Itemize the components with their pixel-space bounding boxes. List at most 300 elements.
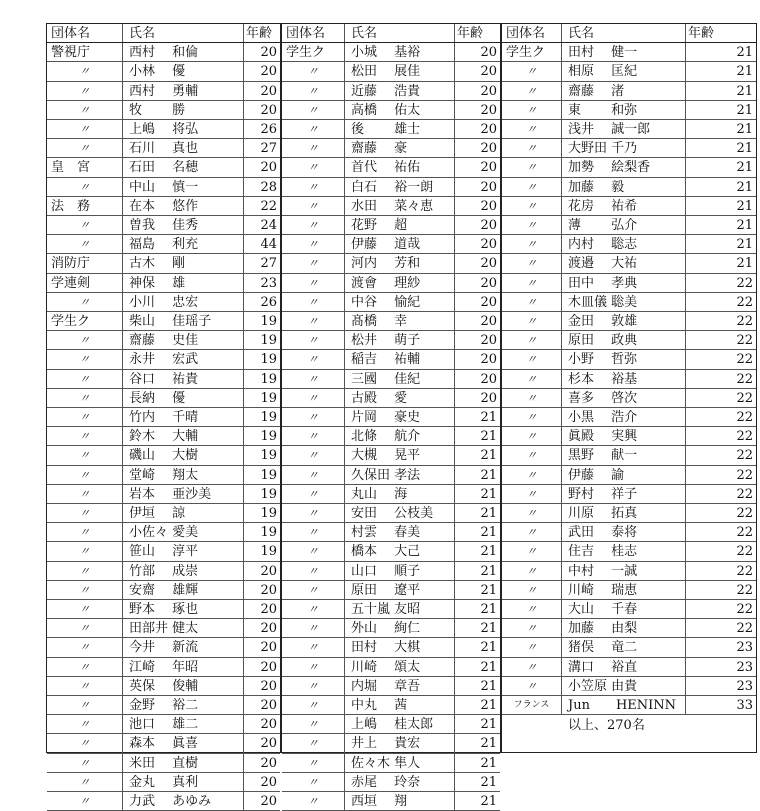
- age-cell: 20: [260, 717, 277, 733]
- name-cell: 石川 真也: [123, 139, 244, 157]
- org-cell: 〃: [47, 504, 123, 522]
- table-row: [502, 120, 756, 139]
- org-cell: 〃: [47, 619, 123, 637]
- org-cell: 〃: [282, 408, 345, 426]
- table-row: [502, 331, 756, 350]
- age-cell: 20: [260, 698, 277, 713]
- age-cell: 22: [736, 333, 753, 349]
- org-cell: 〃: [47, 331, 123, 349]
- table-row: [282, 638, 500, 657]
- org-cell: 〃: [47, 427, 123, 445]
- age-cell: 20: [260, 640, 277, 656]
- table-row: [47, 792, 280, 811]
- org-cell: 〃: [282, 389, 345, 407]
- table-row: [502, 274, 756, 293]
- name-cell: 山口 順子: [345, 562, 455, 580]
- age-cell: 20: [260, 64, 277, 80]
- table-row: [47, 466, 280, 485]
- name-cell: 原田 遼平: [345, 581, 455, 599]
- org-cell: 〃: [47, 581, 123, 599]
- age-cell: 21: [736, 122, 753, 137]
- name-cell: 武田 泰将: [562, 523, 686, 541]
- table-row: [282, 254, 500, 273]
- age-cell: 21: [480, 736, 497, 752]
- header-org: 団体名: [282, 24, 345, 42]
- table-row: [282, 542, 500, 561]
- name-cell: 薄 弘介: [562, 216, 686, 234]
- table-row: [47, 293, 280, 312]
- age-cell: 21: [480, 544, 497, 560]
- name-cell: 齋藤 渚: [562, 82, 686, 100]
- name-cell: 東 和弥: [562, 101, 686, 119]
- name-cell: 今井 新流: [123, 638, 244, 656]
- age-cell: 21: [736, 45, 753, 61]
- table-row: [502, 197, 756, 216]
- name-cell: 赤尾 玲奈: [345, 773, 455, 791]
- name-cell: 河内 芳和: [345, 254, 455, 272]
- age-cell: 21: [736, 83, 753, 99]
- name-cell: 石田 名穂: [123, 158, 244, 176]
- org-cell: 〃: [502, 370, 562, 388]
- name-cell: 田村 健一: [562, 43, 686, 61]
- org-cell: 〃: [502, 120, 562, 138]
- name-cell: 西垣 翔: [345, 792, 455, 810]
- name-cell: 中山 慎一: [123, 178, 244, 196]
- age-cell: 19: [260, 390, 277, 406]
- org-cell: 〃: [47, 562, 123, 580]
- table-row: [502, 581, 756, 600]
- age-cell: 19: [260, 525, 277, 541]
- org-cell: 〃: [502, 197, 562, 215]
- table-row: [282, 235, 500, 254]
- table-row: [47, 235, 280, 254]
- name-cell: 大槻 晃平: [345, 446, 455, 464]
- org-cell: フランス: [502, 696, 562, 714]
- name-cell: 花房 祐希: [562, 197, 686, 215]
- age-cell: 19: [260, 314, 277, 329]
- age-cell: 22: [736, 429, 753, 445]
- org-cell: 〃: [502, 581, 562, 599]
- table-row: [282, 485, 500, 504]
- name-cell: 北條 航介: [345, 427, 455, 445]
- org-cell: 〃: [502, 408, 562, 426]
- age-cell: 21: [480, 563, 497, 579]
- org-cell: 〃: [282, 677, 345, 695]
- org-cell: 〃: [502, 619, 562, 637]
- name-cell: 渡會 理紗: [345, 274, 455, 292]
- table-row: [502, 427, 756, 446]
- age-cell: 22: [736, 275, 753, 291]
- org-cell: 学生ク: [282, 43, 345, 61]
- org-cell: 〃: [47, 677, 123, 695]
- org-cell: 〃: [282, 82, 345, 100]
- org-cell: 学生ク: [47, 312, 123, 330]
- age-cell: 20: [260, 83, 277, 99]
- name-cell: 永井 宏武: [123, 350, 244, 368]
- name-cell: 髙橋 幸: [345, 312, 455, 330]
- table-row: [47, 350, 280, 369]
- name-cell: 金野 裕二: [123, 696, 244, 714]
- header-age: 年齢: [457, 26, 484, 41]
- age-cell: 19: [260, 429, 277, 445]
- table-row: [47, 562, 280, 581]
- org-cell: 〃: [47, 139, 123, 157]
- age-cell: 20: [480, 160, 497, 176]
- name-cell: 谷口 祐貴: [123, 370, 244, 388]
- age-cell: 19: [260, 448, 277, 464]
- age-cell: 21: [480, 659, 497, 675]
- table-row: [282, 696, 500, 715]
- name-cell: 小林 優: [123, 62, 244, 80]
- table-row: [282, 600, 500, 619]
- name-cell: 小城 基裕: [345, 43, 455, 61]
- age-cell: 21: [480, 506, 497, 521]
- name-cell: 久保田 孝法: [345, 466, 455, 484]
- table-row: [47, 446, 280, 465]
- org-cell: 〃: [502, 427, 562, 445]
- table-row: [47, 139, 280, 158]
- table-row: [502, 466, 756, 485]
- org-cell: 〃: [502, 139, 562, 157]
- table-row: [282, 101, 500, 120]
- age-cell: 21: [480, 698, 497, 713]
- org-cell: 〃: [47, 485, 123, 503]
- name-cell: 磯山 大樹: [123, 446, 244, 464]
- age-cell: 20: [480, 218, 497, 233]
- table-row: [282, 658, 500, 677]
- org-cell: 〃: [47, 178, 123, 196]
- org-cell: 〃: [47, 389, 123, 407]
- age-cell: 44: [260, 237, 277, 253]
- age-cell: 20: [480, 141, 497, 157]
- table-row: [502, 542, 756, 561]
- name-cell: 川崎 頌太: [345, 658, 455, 676]
- age-cell: 20: [480, 275, 497, 291]
- name-cell: 内村 聡志: [562, 235, 686, 253]
- org-cell: 消防庁: [47, 254, 123, 272]
- age-cell: 20: [480, 256, 497, 272]
- name-cell: 岩本 亜沙美: [123, 485, 244, 503]
- table-row: [502, 619, 756, 638]
- table-row: [502, 696, 756, 715]
- name-cell: 松井 萌子: [345, 331, 455, 349]
- org-cell: 〃: [282, 638, 345, 656]
- age-cell: 21: [736, 102, 753, 118]
- age-cell: 20: [260, 621, 277, 637]
- age-cell: 21: [480, 467, 497, 483]
- table-row: [47, 254, 280, 273]
- age-cell: 21: [480, 410, 497, 425]
- name-cell: 古殿 愛: [345, 389, 455, 407]
- age-cell: 33: [736, 698, 753, 713]
- header-age: 年齢: [688, 26, 715, 41]
- age-cell: 19: [260, 506, 277, 521]
- table-row: [282, 677, 500, 696]
- name-cell: 竹内 千晴: [123, 408, 244, 426]
- table-row: [502, 254, 756, 273]
- org-cell: 〃: [47, 120, 123, 138]
- org-cell: 〃: [282, 562, 345, 580]
- age-cell: 20: [260, 678, 277, 694]
- age-cell: 21: [736, 179, 753, 195]
- name-cell: 小野 哲弥: [562, 350, 686, 368]
- org-cell: 〃: [282, 293, 345, 311]
- age-cell: 22: [736, 314, 753, 329]
- header-org: 団体名: [47, 24, 123, 42]
- org-cell: 〃: [282, 101, 345, 119]
- table-row: [47, 619, 280, 638]
- org-cell: 〃: [282, 504, 345, 522]
- name-cell: 高橋 佑太: [345, 101, 455, 119]
- name-cell: 中村 一誠: [562, 562, 686, 580]
- name-cell: 田村 大棋: [345, 638, 455, 656]
- name-cell: 眞殿 実興: [562, 427, 686, 445]
- org-cell: 〃: [282, 715, 345, 733]
- age-cell: 22: [736, 544, 753, 560]
- name-cell: 伊藤 道哉: [345, 235, 455, 253]
- age-cell: 20: [480, 102, 497, 118]
- age-cell: 20: [480, 237, 497, 253]
- table-row: [47, 43, 280, 62]
- table-row: [47, 101, 280, 120]
- age-cell: 19: [260, 333, 277, 349]
- name-cell: 渡邉 大祐: [562, 254, 686, 272]
- name-cell: 五十嵐 友昭: [345, 600, 455, 618]
- age-cell: 20: [480, 83, 497, 99]
- age-cell: 22: [736, 448, 753, 464]
- age-cell: 22: [736, 410, 753, 425]
- org-cell: 〃: [47, 773, 123, 791]
- name-cell: 金田 敦雄: [562, 312, 686, 330]
- org-cell: 〃: [282, 734, 345, 752]
- org-cell: 〃: [47, 235, 123, 253]
- name-cell: 上嶋 桂太郎: [345, 715, 455, 733]
- org-cell: 〃: [282, 312, 345, 330]
- name-cell: 杉本 裕基: [562, 370, 686, 388]
- name-cell: 竹部 成崇: [123, 562, 244, 580]
- age-cell: 22: [736, 621, 753, 637]
- org-cell: 〃: [502, 485, 562, 503]
- age-cell: 26: [260, 122, 277, 137]
- name-cell: 在本 悠作: [123, 197, 244, 215]
- age-cell: 19: [260, 486, 277, 502]
- name-cell: 金丸 真利: [123, 773, 244, 791]
- age-cell: 22: [260, 198, 277, 214]
- table-row: [502, 158, 756, 177]
- org-cell: 〃: [502, 331, 562, 349]
- table-row: [282, 619, 500, 638]
- org-cell: 〃: [502, 312, 562, 330]
- org-cell: 〃: [282, 542, 345, 560]
- org-cell: 〃: [502, 466, 562, 484]
- table-row: [47, 408, 280, 427]
- name-cell: 喜多 啓次: [562, 389, 686, 407]
- name-cell: 浅井 誠一郎: [562, 120, 686, 138]
- name-cell: 米田 直樹: [123, 754, 244, 772]
- table-row: [47, 581, 280, 600]
- age-cell: 21: [736, 218, 753, 233]
- org-cell: 〃: [47, 658, 123, 676]
- table-row: [282, 274, 500, 293]
- table-row: [502, 485, 756, 504]
- age-cell: 19: [260, 371, 277, 387]
- age-cell: 20: [480, 314, 497, 329]
- age-cell: 22: [736, 602, 753, 617]
- org-cell: 学連剣: [47, 274, 123, 292]
- name-cell: 柴山 佳瑶子: [123, 312, 244, 330]
- table-row: [502, 446, 756, 465]
- org-cell: 〃: [282, 696, 345, 714]
- name-cell: 福島 利充: [123, 235, 244, 253]
- name-cell: Jun HENINN: [562, 696, 686, 714]
- table-row: [282, 216, 500, 235]
- org-cell: 〃: [502, 158, 562, 176]
- age-cell: 27: [260, 141, 277, 157]
- table-row: [282, 158, 500, 177]
- age-cell: 20: [480, 333, 497, 349]
- age-cell: 20: [260, 794, 277, 809]
- name-cell: 西村 和倫: [123, 43, 244, 61]
- org-cell: 〃: [47, 408, 123, 426]
- org-cell: 〃: [282, 792, 345, 810]
- name-cell: 井上 貴宏: [345, 734, 455, 752]
- org-cell: 〃: [502, 62, 562, 80]
- table-row: [47, 312, 280, 331]
- age-cell: 22: [736, 525, 753, 541]
- table-row: [282, 139, 500, 158]
- name-cell: 川崎 瑞恵: [562, 581, 686, 599]
- name-cell: 齋藤 史佳: [123, 331, 244, 349]
- age-cell: 20: [480, 390, 497, 406]
- org-cell: 〃: [282, 139, 345, 157]
- table-row: [282, 312, 500, 331]
- table-row: [47, 715, 280, 734]
- header-org: 団体名: [502, 24, 562, 42]
- table-row: [47, 62, 280, 81]
- name-cell: 松田 展佳: [345, 62, 455, 80]
- table-row: [47, 485, 280, 504]
- org-cell: 〃: [502, 658, 562, 676]
- table-row: [282, 523, 500, 542]
- org-cell: 〃: [47, 638, 123, 656]
- name-cell: 安齋 雄輝: [123, 581, 244, 599]
- table-row: [502, 235, 756, 254]
- org-cell: 〃: [47, 446, 123, 464]
- table-row: [282, 773, 500, 792]
- table-row: [502, 600, 756, 619]
- age-cell: 22: [736, 294, 753, 310]
- org-cell: 〃: [282, 62, 345, 80]
- age-cell: 21: [736, 256, 753, 272]
- org-cell: 〃: [282, 523, 345, 541]
- table-row: [282, 389, 500, 408]
- table-row: [47, 542, 280, 561]
- org-cell: 〃: [282, 485, 345, 503]
- name-cell: 大山 千春: [562, 600, 686, 618]
- name-cell: 池口 雄二: [123, 715, 244, 733]
- name-cell: 片岡 豪史: [345, 408, 455, 426]
- org-cell: 〃: [502, 101, 562, 119]
- table-row: [47, 178, 280, 197]
- name-cell: 加藤 由梨: [562, 619, 686, 637]
- header-row: [282, 24, 500, 43]
- name-cell: 笹山 淳平: [123, 542, 244, 560]
- name-cell: 大野田 千乃: [562, 139, 686, 157]
- name-cell: 首代 祐佑: [345, 158, 455, 176]
- table-row: [282, 293, 500, 312]
- name-cell: 木皿儀 聡美: [562, 293, 686, 311]
- age-cell: 27: [260, 256, 277, 272]
- age-cell: 22: [736, 506, 753, 521]
- age-cell: 28: [260, 179, 277, 195]
- header-row: [47, 24, 280, 43]
- age-cell: 19: [260, 544, 277, 560]
- age-cell: 21: [480, 640, 497, 656]
- age-cell: 20: [480, 294, 497, 310]
- table-row: [47, 734, 280, 753]
- table-row: [502, 101, 756, 120]
- org-cell: 〃: [502, 600, 562, 618]
- age-cell: 22: [736, 563, 753, 579]
- table-row: [502, 504, 756, 523]
- header-age: 年齢: [246, 26, 273, 41]
- org-cell: 〃: [282, 178, 345, 196]
- org-cell: 〃: [502, 350, 562, 368]
- header-row: [502, 24, 756, 43]
- org-cell: 〃: [47, 734, 123, 752]
- age-cell: 21: [736, 141, 753, 157]
- table-row: [282, 427, 500, 446]
- header-name: 氏名: [345, 24, 455, 42]
- age-cell: 20: [260, 563, 277, 579]
- table-row: [282, 370, 500, 389]
- age-cell: 21: [480, 582, 497, 598]
- table-row: [282, 197, 500, 216]
- age-cell: 21: [480, 755, 497, 771]
- age-cell: 20: [260, 102, 277, 118]
- table-row: [47, 158, 280, 177]
- table-row: [47, 523, 280, 542]
- age-cell: 20: [480, 198, 497, 214]
- roster-column-3: [502, 24, 756, 752]
- name-cell: 白石 裕一朗: [345, 178, 455, 196]
- age-cell: 20: [260, 736, 277, 752]
- org-cell: 警視庁: [47, 43, 123, 61]
- name-cell: 堂崎 翔太: [123, 466, 244, 484]
- table-row: [282, 715, 500, 734]
- name-cell: 伊垣 諒: [123, 504, 244, 522]
- table-row: [502, 62, 756, 81]
- table-row: [47, 658, 280, 677]
- table-row: [502, 178, 756, 197]
- age-cell: 20: [480, 371, 497, 387]
- name-cell: 近藤 浩貴: [345, 82, 455, 100]
- name-cell: 加藤 毅: [562, 178, 686, 196]
- name-cell: 上嶋 将弘: [123, 120, 244, 138]
- table-row: [282, 350, 500, 369]
- age-cell: 20: [480, 64, 497, 80]
- age-cell: 20: [260, 582, 277, 598]
- org-cell: 法 務: [47, 197, 123, 215]
- table-row: [502, 312, 756, 331]
- table-row: [47, 82, 280, 101]
- age-cell: 22: [736, 352, 753, 368]
- table-row: [502, 139, 756, 158]
- age-cell: 21: [480, 486, 497, 502]
- age-cell: 22: [736, 486, 753, 502]
- name-cell: 橋本 大己: [345, 542, 455, 560]
- org-cell: 〃: [282, 331, 345, 349]
